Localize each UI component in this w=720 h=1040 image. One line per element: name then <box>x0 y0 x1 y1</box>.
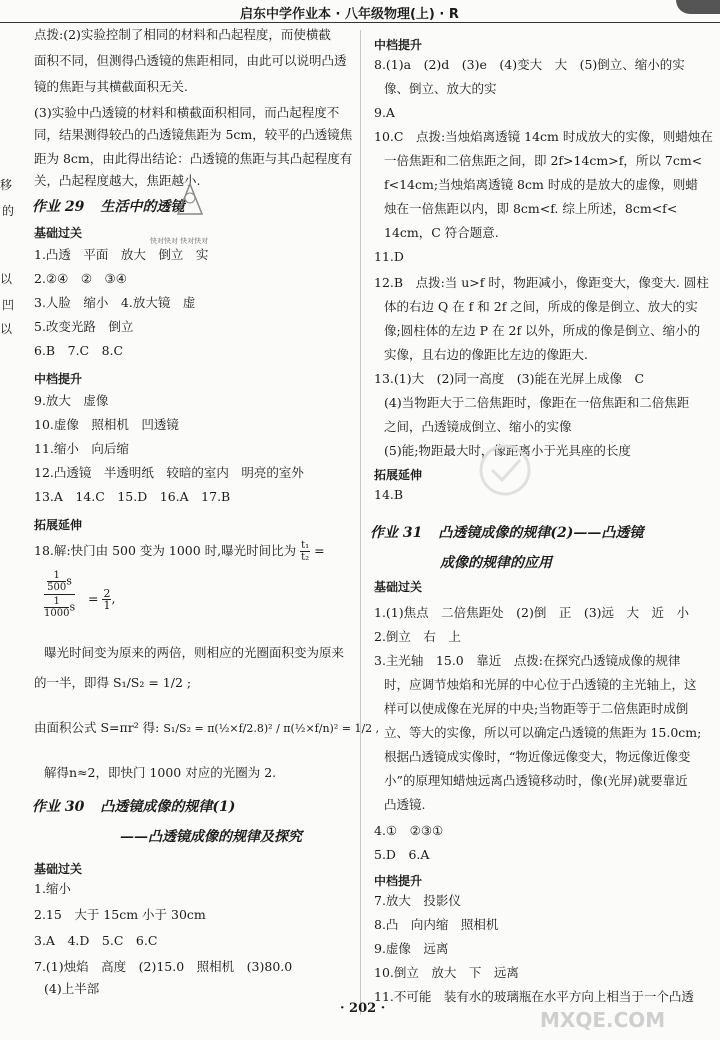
answer-line: 8.凸 向内缩 照相机 <box>374 917 499 932</box>
num: 1 <box>44 596 69 608</box>
text-line: 同，结果测得较凸的凸透镜焦距为 5cm，较平的凸透镜焦 <box>34 127 353 142</box>
mascot-icon <box>168 174 212 224</box>
answer-line: 7.(1)烛焰 高度 (2)15.0 照相机 (3)80.0 <box>34 959 293 974</box>
answer-line: 10.C 点拨:当烛焰离透镜 14cm 时成放大的实像，则蜡烛在 <box>374 129 713 144</box>
answer-line: 小”的原理知蜡烛远离凸透镜移动时，像(光屏)就要靠近 <box>384 773 688 788</box>
stamp-text: 快对快对 快对快对 <box>150 237 209 245</box>
answer-line: 8.(1)a (2)d (3)e (4)变大 大 (5)倒立、缩小的实 <box>374 57 685 72</box>
time-ratio <box>300 540 310 563</box>
answer-line: (4)当物距大于二倍焦距时，像距在一倍焦距和二倍焦距 <box>384 395 690 410</box>
answer-line: 11.缩小 向后缩 <box>34 441 129 456</box>
numerator-fraction <box>47 570 66 593</box>
section-label: 基础过关 <box>374 580 423 594</box>
den: 500 <box>47 582 67 593</box>
unit: s <box>66 574 72 588</box>
column-divider <box>360 30 361 1015</box>
answer-line: 一倍焦距和二倍焦距之间，即 2f>14cm>f，所以 7cm< <box>384 153 703 168</box>
answer-line: (5)能;物距最大时，像距离小于光具座的长度 <box>384 443 631 458</box>
denominator-fraction <box>44 596 69 619</box>
area-formula: S₁/S₂ = π(½×f/2.8)² / π(½×f/n)² = 1/2 , <box>163 722 380 735</box>
answer-line: 14.B <box>374 487 404 502</box>
answer-line: f<14cm;当烛焰离透镜 8cm 时成的是放大的虚像，则蜡 <box>384 177 698 192</box>
section-label: 拓展延伸 <box>374 468 423 482</box>
page-number: · 202 · <box>340 1001 386 1016</box>
answer-line: 烛在一倍焦距以内，即 8cm<f. 综上所述，8cm<f< <box>384 201 678 216</box>
answer-line: 像;圆柱体的左边 P 在 2f 以外，所成的像是倒立、缩小的 <box>384 323 701 338</box>
answer-line: 时，应调节烛焰和光屏的中心位于凸透镜的主光轴上，这 <box>384 677 697 692</box>
text-line: 解得n≈2，即快门 1000 对应的光圈为 2. <box>44 765 277 780</box>
hw-title-text: 凸透镜成像的规律(1) <box>100 799 236 815</box>
margin-fragment: 以 <box>0 272 13 286</box>
section-title-hw30 <box>32 796 235 816</box>
answer-line: 5.改变光路 倒立 <box>34 319 134 334</box>
area-ratio: S₁/S₂ = 1/2 ; <box>113 675 192 690</box>
watermark-logo-icon <box>470 440 540 500</box>
den: 1 <box>103 599 111 612</box>
answer-line: 13.A 14.C 15.D 16.A 17.B <box>34 489 231 504</box>
answer-line: 3.人脸 缩小 4.放大镜 虚 <box>34 295 196 310</box>
equals: = <box>314 543 325 558</box>
answer-line: 6.B 7.C 8.C <box>34 343 124 358</box>
t1: t₁ <box>301 540 310 551</box>
answer-line: 11.不可能 装有水的玻璃瓶在水平方向上相当于一个凸透 <box>374 989 694 1004</box>
answer-line: 7.放大 投影仪 <box>374 893 461 908</box>
answer-line: 9.A <box>374 105 395 120</box>
answer-line: 4.① ②③① <box>374 823 444 838</box>
text-line: 曝光时间变为原来的两倍，则相应的光圈面积变为原来 <box>44 645 345 660</box>
text-line: (3)实验中凸透镜的材料和横截面积相同，而凸起程度不 <box>34 105 340 120</box>
answer-line: 9.放大 虚像 <box>34 393 109 408</box>
num: 1 <box>47 570 66 582</box>
corner-tab <box>676 0 720 14</box>
text-line: 面积不同，但测得凸透镜的焦距相同，由此可以说明凸透 <box>34 53 347 68</box>
text-line: 关，凸起程度越大，焦距越小. <box>34 173 201 188</box>
q18-line1 <box>34 540 325 563</box>
answer-line: 3.A 4.D 5.C 6.C <box>34 933 158 948</box>
section-label: 中档提升 <box>374 38 423 52</box>
t2: t₂ <box>301 552 310 563</box>
text-line <box>34 670 191 696</box>
answer-line: 实像，且右边的像距比左边的像距大. <box>384 347 588 362</box>
section-title-hw29 <box>32 196 184 216</box>
answer-line: 立、等大的实像，所以可以确定凸透镜的焦距为 15.0cm; <box>384 725 702 740</box>
text-line: 距为 8cm，由此得出结论：凸透镜的焦距与其凸起程度有 <box>34 151 353 166</box>
text-line: 镜的焦距与其横截面积无关. <box>34 79 188 94</box>
margin-fragment: 以 <box>0 322 13 336</box>
answer-line: 凸透镜. <box>384 797 426 812</box>
answer-line: 10.虚像 照相机 凹透镜 <box>34 417 179 432</box>
answer-line: 根据凸透镜成实像时，“物近像远像变大，物远像近像变 <box>384 749 691 764</box>
answer-line: 9.虚像 远离 <box>374 941 449 956</box>
q18-text: 18.解:快门由 500 变为 1000 时,曝光时间比为 <box>34 543 297 558</box>
compound-fraction <box>44 570 75 619</box>
margin-fragment: 凹 <box>2 298 15 312</box>
answer-line: 样可以使成像在光屏的中央;当物距等于二倍焦距时成倒 <box>384 701 689 716</box>
text-line: 点拨:(2)实验控制了相同的材料和凸起程度，而使横截 <box>34 27 331 42</box>
answer-line: 2.②④ ② ③④ <box>34 271 127 286</box>
answer-line: 11.D <box>374 249 404 264</box>
unit: s <box>69 600 76 614</box>
answer-line: 12.凸透镜 半透明纸 较暗的室内 明亮的室外 <box>34 465 304 480</box>
ratio-result <box>88 588 115 611</box>
hw-number: 作业 31 <box>370 525 423 541</box>
answer-line: 体的右边 Q 在 f 和 2f 之间，所成的像是倒立、放大的实 <box>384 299 698 314</box>
hw-title-text: 生活中的透镜 <box>100 199 185 215</box>
answer-line: 13.(1)大 (2)同一高度 (3)能在光屏上成像 C <box>374 371 645 386</box>
text: 由面积公式 S=πr² 得: <box>34 720 160 735</box>
text: 的一半，即得 <box>34 675 110 690</box>
margin-fragment: 移 <box>0 178 13 192</box>
section-label: 中档提升 <box>374 874 423 888</box>
section-title-hw31 <box>370 522 643 542</box>
equals: = <box>88 591 99 606</box>
margin-fragment: 的 <box>2 204 15 218</box>
answer-line: 1.(1)焦点 二倍焦距处 (2)倒 正 (3)远 大 近 小 <box>374 605 690 620</box>
watermark-text: MXQE.COM <box>540 1008 666 1032</box>
comma: , <box>111 591 116 606</box>
hw30-subtitle: ——凸透镜成像的规律及探究 <box>120 829 302 845</box>
answer-line: 12.B 点拨:当 u>f 时，物距减小，像距变大，像变大. 圆柱 <box>374 275 709 290</box>
den: 1000 <box>44 608 70 619</box>
answer-line: 5.D 6.A <box>374 847 430 862</box>
section-label: 拓展延伸 <box>34 518 83 532</box>
num: 2 <box>103 587 111 600</box>
hw-number: 作业 29 <box>32 199 85 215</box>
hw-number: 作业 30 <box>32 799 85 815</box>
page-header <box>0 0 720 23</box>
answer-line: (4)上半部 <box>44 981 100 996</box>
text-line <box>34 716 379 741</box>
answer-line: 3.主光轴 15.0 靠近 点拨:在探究凸透镜成像的规律 <box>374 653 681 668</box>
answer-line: 1.缩小 <box>34 881 71 896</box>
answer-line: 2.15 大于 15cm 小于 30cm <box>34 907 206 922</box>
answer-line: 像、倒立、放大的实 <box>384 81 497 96</box>
answer-line: 2.倒立 右 上 <box>374 629 461 644</box>
answer-line: 之间，凸透镜成倒立、缩小的实像 <box>384 419 572 434</box>
answer-line: 1.凸透 平面 放大 倒立 实 <box>34 247 209 262</box>
section-label: 基础过关 <box>34 862 83 876</box>
header-title: 启东中学作业本 · 八年级物理(上) · R <box>240 7 459 22</box>
answer-line: 10.倒立 放大 下 远离 <box>374 965 519 980</box>
answer-line: 14cm，C 符合题意. <box>384 225 499 240</box>
section-label: 中档提升 <box>34 372 83 386</box>
hw-title-text: 凸透镜成像的规律(2)——凸透镜 <box>438 525 644 541</box>
section-label: 基础过关 <box>34 226 83 240</box>
hw31-subtitle: 成像的规律的应用 <box>440 555 552 571</box>
